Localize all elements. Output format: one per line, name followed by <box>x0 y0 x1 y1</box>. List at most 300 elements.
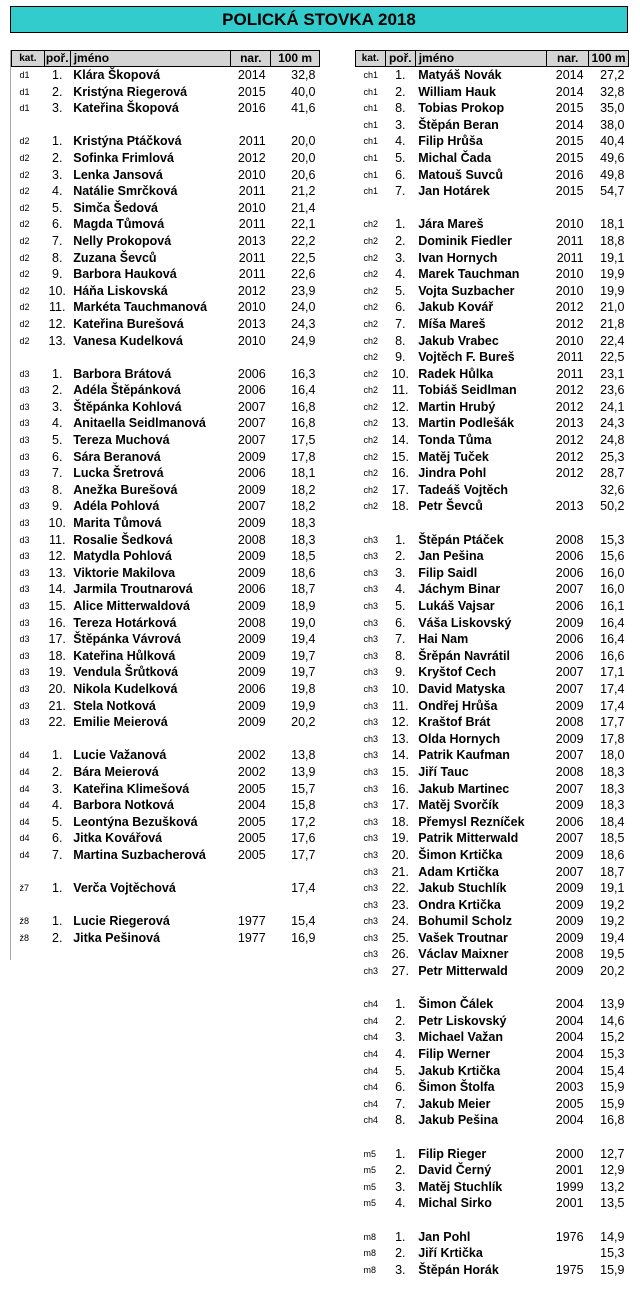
kat-cell: d3 <box>19 451 30 462</box>
kat-cell: ch3 <box>363 567 379 578</box>
year-cell: 2010 <box>555 267 584 282</box>
time-cell: 24,3 <box>600 416 625 431</box>
table-row <box>356 946 629 963</box>
table-row <box>12 781 320 798</box>
name-cell: Klára Škopová <box>73 68 161 82</box>
header-time: 100 m <box>271 51 320 67</box>
year-cell: 2010 <box>555 283 584 298</box>
kat-cell: ch2 <box>363 418 379 429</box>
kat-cell: ch2 <box>363 219 379 230</box>
table-row <box>356 1146 629 1163</box>
table-row <box>12 283 320 300</box>
name-cell: Petr Ševců <box>418 499 483 514</box>
year-cell <box>547 1245 589 1262</box>
spacer-cell <box>12 864 320 881</box>
year-cell: 2001 <box>555 1196 584 1211</box>
name-cell: Vojtěch F. Bureš <box>418 350 515 365</box>
time-cell: 18,3 <box>291 532 316 547</box>
kat-cell: ch3 <box>363 750 379 761</box>
table-row <box>12 830 320 847</box>
name-cell: Petr Mitterwald <box>418 964 508 979</box>
time-cell: 19,9 <box>600 283 625 298</box>
name-cell: Simča Šedová <box>73 200 158 215</box>
year-cell: 2008 <box>237 532 266 547</box>
kat-cell: ch3 <box>363 551 379 562</box>
table-row <box>12 333 320 350</box>
year-cell: 2006 <box>555 632 584 647</box>
table-row <box>356 216 629 233</box>
name-cell: Kraštof Brát <box>418 715 491 730</box>
name-cell: Michal Čada <box>418 150 492 165</box>
year-cell: 2009 <box>555 881 584 896</box>
rank-cell: 1. <box>52 748 63 763</box>
kat-cell: ch3 <box>363 866 379 877</box>
time-cell: 19,0 <box>291 615 316 630</box>
name-cell: Nelly Prokopová <box>73 233 172 248</box>
rank-cell: 15. <box>391 449 409 464</box>
name-cell: Marita Tůmová <box>73 516 162 531</box>
rank-cell: 18. <box>391 499 409 514</box>
time-cell: 13,2 <box>600 1179 625 1194</box>
year-cell: 2002 <box>237 764 266 779</box>
kat-cell: ch2 <box>363 352 379 363</box>
year-cell: 2004 <box>555 1013 584 1028</box>
name-cell: Jakub Stuchlík <box>418 881 507 896</box>
name-cell: Adéla Štěpánková <box>73 383 181 398</box>
year-cell: 2007 <box>237 416 266 431</box>
time-cell: 16,0 <box>600 582 625 597</box>
rank-cell: 1. <box>52 881 63 896</box>
table-row <box>12 100 320 117</box>
time-cell: 20,6 <box>291 167 316 182</box>
name-cell: Marek Tauchman <box>418 267 520 282</box>
time-cell: 24,9 <box>291 333 316 348</box>
name-cell: Štěpán Beran <box>418 117 499 132</box>
rank-cell: 5. <box>52 433 63 448</box>
header-year: nar. <box>231 51 271 67</box>
name-cell: Jan Pešina <box>418 549 484 564</box>
year-cell: 2015 <box>555 184 584 199</box>
kat-cell: d3 <box>19 435 30 446</box>
table-row <box>12 449 320 466</box>
name-cell: Filip Werner <box>418 1047 491 1062</box>
rank-cell: 16. <box>391 466 409 481</box>
kat-cell: ch1 <box>363 70 379 80</box>
table-row <box>12 648 320 665</box>
name-cell: Lenka Jansová <box>73 167 163 182</box>
rank-cell: 11. <box>392 383 409 398</box>
rank-cell: 5. <box>52 814 63 829</box>
table-row <box>12 482 320 499</box>
kat-cell: d3 <box>19 650 30 661</box>
name-cell: Vašek Troutnar <box>418 930 508 945</box>
table-row <box>356 648 629 665</box>
time-cell: 15,9 <box>600 1080 625 1095</box>
time-cell: 32,6 <box>600 482 625 497</box>
rank-cell: 2. <box>52 84 63 99</box>
spacer-row <box>356 200 629 217</box>
time-cell: 21,0 <box>600 300 625 315</box>
rank-cell: 1. <box>52 366 63 381</box>
table-row <box>356 266 629 283</box>
rank-cell: 11. <box>392 698 409 713</box>
rank-cell: 12. <box>48 316 66 331</box>
rank-cell: 10. <box>48 516 66 531</box>
time-cell: 17,8 <box>291 449 316 464</box>
name-cell: Matouš Suvců <box>418 167 503 182</box>
rank-cell: 1. <box>395 997 406 1012</box>
kat-cell: d2 <box>19 235 30 246</box>
kat-cell: ch2 <box>363 435 379 446</box>
kat-cell: ch2 <box>363 451 379 462</box>
time-cell: 17,8 <box>600 731 625 746</box>
name-cell: William Hauk <box>418 84 496 99</box>
rank-cell: 5. <box>395 599 406 613</box>
kat-cell: ch1 <box>363 103 379 114</box>
table-row <box>356 963 629 980</box>
time-cell: 17,1 <box>600 665 625 680</box>
name-cell: Tereza Hotárková <box>73 615 177 630</box>
year-cell: 2001 <box>555 1163 584 1178</box>
year-cell: 2009 <box>237 648 266 663</box>
rank-cell: 1. <box>52 134 63 149</box>
table-row <box>356 615 629 632</box>
table-row <box>12 664 320 681</box>
kat-cell: d4 <box>19 783 30 794</box>
time-cell: 19,4 <box>291 632 316 647</box>
name-cell: Jakub Kovář <box>418 300 494 315</box>
name-cell: Patrik Mitterwald <box>418 831 519 846</box>
year-cell: 2008 <box>555 532 584 547</box>
kat-cell: ch1 <box>363 169 379 180</box>
year-cell: 2010 <box>237 200 266 215</box>
time-cell: 18,8 <box>600 233 625 248</box>
year-cell: 2006 <box>237 383 266 398</box>
year-cell: 2011 <box>556 350 584 365</box>
spacer-cell <box>12 349 320 366</box>
time-cell: 16,4 <box>600 615 625 630</box>
rank-cell: 15. <box>391 764 409 779</box>
table-row <box>356 316 629 333</box>
header-kat: kat. <box>12 51 45 67</box>
table-row <box>356 797 629 814</box>
spacer-cell <box>356 1212 629 1229</box>
year-cell: 2006 <box>555 814 584 829</box>
time-cell: 15,3 <box>600 1246 625 1261</box>
time-cell: 19,9 <box>600 267 625 282</box>
table-row <box>12 747 320 764</box>
kat-cell: ch3 <box>363 816 379 827</box>
time-cell: 16,1 <box>600 599 625 613</box>
year-cell: 2012 <box>555 433 584 448</box>
table-row <box>356 449 629 466</box>
kat-cell: ch3 <box>363 650 379 661</box>
year-cell: 2015 <box>555 134 584 149</box>
name-cell: Lucie Važanová <box>73 748 167 763</box>
results-table <box>11 50 320 946</box>
name-cell: Vojta Suzbacher <box>418 283 515 298</box>
table-row <box>12 200 320 217</box>
time-cell: 17,7 <box>291 847 316 862</box>
rank-cell: 6. <box>52 831 63 846</box>
kat-cell: ch3 <box>363 683 379 694</box>
rank-cell: 3. <box>395 1262 406 1277</box>
table-row <box>12 565 320 582</box>
time-cell: 15,3 <box>600 1047 625 1062</box>
spacer-row <box>12 117 320 134</box>
rank-cell: 23. <box>391 897 409 912</box>
name-cell: Barbora Notková <box>73 798 174 813</box>
kat-cell: ch3 <box>363 667 379 678</box>
table-row <box>356 299 629 316</box>
rank-cell: 7. <box>52 233 63 248</box>
time-cell: 20,0 <box>291 150 316 165</box>
name-cell: Jáchym Binar <box>418 582 501 597</box>
kat-cell: ch1 <box>363 186 379 197</box>
time-cell: 19,1 <box>600 250 625 265</box>
table-row <box>356 731 629 748</box>
rank-cell: 3. <box>52 167 63 182</box>
rank-cell: 20. <box>391 847 409 862</box>
table-row <box>356 996 629 1013</box>
table-row <box>12 681 320 698</box>
rank-cell: 5. <box>52 200 63 215</box>
name-cell: Jindra Pohl <box>418 466 487 481</box>
time-cell: 49,6 <box>600 150 625 165</box>
kat-cell: ch1 <box>363 152 379 163</box>
kat-cell: ch3 <box>363 833 379 844</box>
year-cell: 2009 <box>237 565 266 580</box>
spacer-row <box>12 864 320 881</box>
year-cell: 2009 <box>555 615 584 630</box>
year-cell: 2013 <box>237 233 266 248</box>
table-row <box>356 399 629 416</box>
kat-cell: d2 <box>19 269 30 280</box>
name-cell: Verča Vojtěchová <box>73 881 176 896</box>
table-row <box>356 167 629 184</box>
time-cell: 15,3 <box>600 532 625 547</box>
year-cell: 2010 <box>237 300 266 315</box>
name-cell: David Matyska <box>418 681 506 696</box>
year-cell: 2006 <box>237 681 266 696</box>
year-cell: 2011 <box>556 250 584 265</box>
rank-cell: 13. <box>391 416 409 431</box>
table-row <box>12 764 320 781</box>
spacer-cell <box>12 897 320 914</box>
spacer-row <box>356 515 629 532</box>
rank-cell: 3. <box>395 1030 406 1045</box>
rank-cell: 10. <box>48 283 66 298</box>
name-cell: Kateřina Klimešová <box>73 781 190 796</box>
table-row <box>12 698 320 715</box>
time-cell: 17,2 <box>291 814 316 829</box>
table-row <box>356 714 629 731</box>
table-row <box>356 349 629 366</box>
table-row <box>12 598 320 615</box>
time-cell: 19,1 <box>600 881 625 896</box>
table-row <box>356 1229 629 1246</box>
year-cell: 2006 <box>555 549 584 564</box>
time-cell: 32,8 <box>600 84 625 99</box>
time-cell: 13,9 <box>600 997 625 1012</box>
table-row <box>356 1046 629 1063</box>
table-row <box>12 399 320 416</box>
time-cell: 17,4 <box>600 681 625 696</box>
rank-cell: 22. <box>391 881 409 896</box>
time-cell: 15,9 <box>600 1096 625 1111</box>
table-row <box>356 1162 629 1179</box>
kat-cell: d2 <box>19 252 30 263</box>
year-cell: 2009 <box>555 897 584 912</box>
name-cell: Stela Notková <box>73 698 156 713</box>
year-cell: 2011 <box>238 184 266 199</box>
year-cell: 2005 <box>237 781 266 796</box>
time-cell: 15,6 <box>600 549 625 564</box>
kat-cell: ch2 <box>363 401 379 412</box>
year-cell: 2006 <box>555 599 584 613</box>
rank-cell: 4. <box>52 798 63 813</box>
year-cell: 2011 <box>238 250 266 265</box>
time-cell: 50,2 <box>600 499 625 514</box>
year-cell: 2011 <box>238 267 266 282</box>
name-cell: Bára Meierová <box>73 764 159 779</box>
name-cell: Martin Podlešák <box>418 416 515 431</box>
name-cell: Jakub Pešina <box>418 1113 499 1128</box>
kat-cell: d2 <box>19 302 30 313</box>
header-por: poř. <box>45 51 69 65</box>
table-row <box>356 133 629 150</box>
year-cell: 2006 <box>555 565 584 580</box>
time-cell: 13,8 <box>291 748 316 763</box>
table-row <box>356 1079 629 1096</box>
rank-cell: 1. <box>52 914 63 929</box>
time-cell: 21,8 <box>600 316 625 331</box>
year-cell: 2005 <box>237 831 266 846</box>
name-cell: Vanesa Kudelková <box>73 333 183 348</box>
table-row <box>356 1063 629 1080</box>
spacer-row <box>12 897 320 914</box>
time-cell: 16,8 <box>600 1113 625 1128</box>
table-row <box>12 233 320 250</box>
time-cell: 24,8 <box>600 433 625 448</box>
kat-cell: ch4 <box>363 1049 379 1060</box>
year-cell: 2006 <box>555 648 584 663</box>
rank-cell: 9. <box>52 499 63 514</box>
table-row <box>12 532 320 549</box>
rank-cell: 3. <box>395 565 406 580</box>
kat-cell: ch3 <box>363 883 379 894</box>
kat-cell: ch3 <box>363 700 379 711</box>
rank-cell: 5. <box>395 283 406 298</box>
rank-cell: 18. <box>48 648 66 663</box>
name-cell: Jiří Krtička <box>418 1246 483 1261</box>
spacer-cell <box>356 1129 629 1146</box>
rank-cell: 3. <box>395 250 406 265</box>
year-cell: 2009 <box>555 847 584 862</box>
table-row <box>356 830 629 847</box>
time-cell: 16,8 <box>291 399 316 414</box>
time-cell: 22,5 <box>291 250 316 265</box>
year-cell: 2009 <box>555 930 584 945</box>
name-cell: Martina Suzbacherová <box>73 847 206 862</box>
name-cell: Markéta Tauchmanová <box>73 300 208 315</box>
kat-cell: d3 <box>19 468 30 479</box>
rank-cell: 13. <box>391 731 409 746</box>
time-cell: 24,0 <box>291 300 316 315</box>
time-cell: 23,9 <box>291 283 316 298</box>
table-row <box>12 366 320 383</box>
rank-cell: 2. <box>395 549 406 564</box>
rank-cell: 2. <box>395 84 406 99</box>
kat-cell: ch2 <box>363 252 379 263</box>
time-cell: 14,9 <box>600 1229 625 1244</box>
time-cell: 19,9 <box>291 698 316 713</box>
year-cell: 2009 <box>237 516 266 531</box>
rank-cell: 1. <box>52 68 63 82</box>
name-cell: Ondra Krtička <box>418 897 501 912</box>
kat-cell: ch3 <box>363 617 379 628</box>
year-cell: 2013 <box>555 416 584 431</box>
table-row <box>12 847 320 864</box>
time-cell: 15,8 <box>291 798 316 813</box>
header-year: nar. <box>547 51 589 67</box>
name-cell: Háňa Liskovská <box>73 283 168 298</box>
kat-cell: ch2 <box>363 285 379 296</box>
name-cell: Tobias Prokop <box>418 101 505 116</box>
year-cell: 2009 <box>237 482 266 497</box>
name-cell: Šrěpán Navrátil <box>418 648 510 663</box>
time-cell: 18,9 <box>291 599 316 613</box>
rank-cell: 2. <box>395 233 406 248</box>
kat-cell: ch4 <box>363 1015 379 1026</box>
kat-cell: m8 <box>363 1248 377 1259</box>
rank-cell: 14. <box>48 582 66 597</box>
rank-cell: 6. <box>395 167 406 182</box>
name-cell: Emilie Meierová <box>73 715 168 730</box>
rank-cell: 9. <box>395 665 406 680</box>
table-row <box>356 482 629 499</box>
time-cell: 18,2 <box>291 499 316 514</box>
table-row <box>356 183 629 200</box>
name-cell: Matěj Stuchlík <box>418 1179 503 1194</box>
year-cell <box>547 482 589 499</box>
rank-cell: 17. <box>391 482 409 497</box>
table-row <box>356 382 629 399</box>
rank-cell: 24. <box>391 914 409 929</box>
spacer-row <box>12 349 320 366</box>
rank-cell: 7. <box>395 632 406 647</box>
name-cell: Přemysl Rezníček <box>418 814 525 829</box>
kat-cell: ch1 <box>363 119 379 130</box>
name-cell: Magda Tůmová <box>73 217 165 232</box>
kat-cell: ch3 <box>363 534 379 545</box>
table-row <box>356 1029 629 1046</box>
name-cell: Tereza Muchová <box>73 433 170 448</box>
kat-cell: ch1 <box>363 136 379 147</box>
table-row <box>12 67 320 84</box>
kat-cell: ch4 <box>363 1032 379 1043</box>
kat-cell: d3 <box>19 418 30 429</box>
name-cell: Bohumil Scholz <box>418 914 512 929</box>
year-cell: 1977 <box>237 914 266 929</box>
rank-cell: 8. <box>52 250 63 265</box>
time-cell: 12,9 <box>600 1163 625 1178</box>
rank-cell: 3. <box>52 399 63 414</box>
year-cell: 2007 <box>555 665 584 680</box>
time-cell: 18,3 <box>600 798 625 813</box>
rank-cell: 17. <box>391 798 409 813</box>
table-row <box>12 714 320 731</box>
